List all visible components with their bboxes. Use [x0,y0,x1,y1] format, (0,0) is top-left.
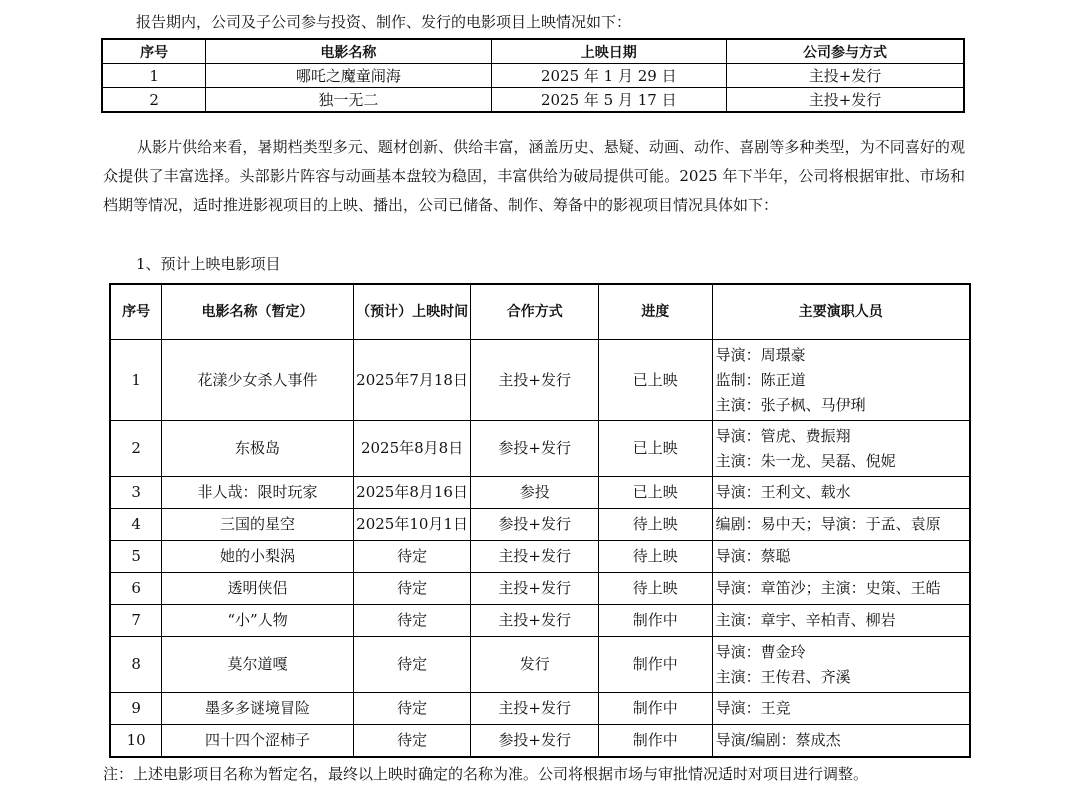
cell-no: 10 [110,725,162,757]
cell-cooperation: 主投+发行 [471,541,599,573]
table-header-row [110,284,970,340]
cell-progress: 制作中 [599,725,713,757]
released-films-table [101,38,965,113]
cell-no: 2 [110,421,162,477]
cell-no: 6 [110,573,162,605]
section-title: 1、预计上映电影项目 [136,255,281,273]
cell-release-time: 2025年10月1日 [353,509,471,541]
cell-cooperation: 主投+发行 [471,605,599,637]
cell-release-time: 2025年8月16日 [353,477,471,509]
cell-film-name: 透明侠侣 [162,573,353,605]
header-no: 序号 [110,284,162,340]
cast-crew-line: 导演：管虎、费振翔 [715,426,851,445]
cell-release-time: 待定 [353,573,471,605]
cell-cast-crew [712,573,970,605]
cell-release-time: 待定 [353,541,471,573]
cast-crew-line: 导演：曹金玲 [715,642,806,661]
cast-crew-line: 导演/编剧：蔡成杰 [715,730,841,749]
cast-crew-line: 导演：王利文、载水 [715,483,851,501]
cell-no: 1 [110,340,162,421]
cell-cooperation: 参投+发行 [471,421,599,477]
cell-film-name: 墨多多谜境冒险 [162,693,353,725]
cell-cast-crew [712,421,970,477]
cell-cooperation: 参投+发行 [471,509,599,541]
header-participation: 公司参与方式 [727,39,964,64]
cell-progress: 制作中 [599,693,713,725]
cell-progress: 制作中 [599,637,713,693]
cast-crew-line: 导演：王竞 [715,699,791,717]
header-release-time: （预计）上映时间 [353,284,471,340]
cell-film-name: 东极岛 [162,421,353,477]
cell-progress: 待上映 [599,573,713,605]
cell-cast-crew [712,637,970,693]
cell-no: 2 [102,88,206,113]
cast-crew-line: 导演：周璟豪 [715,345,806,364]
cell-cast-crew [712,605,970,637]
table-row [110,421,970,477]
header-cooperation: 合作方式 [471,284,599,340]
cell-film-name: “小”人物 [162,605,353,637]
cell-cooperation: 参投+发行 [471,725,599,757]
table-row [110,541,970,573]
supply-paragraph: 从影片供给来看，暑期档类型多元、题材创新、供给丰富，涵盖历史、悬疑、动画、动作、喜剧等多种类型，为不同喜好的观众提供了丰富选择。头部影片阵容与动画基本盘较为稳固，丰富供给为破局提供可能。2025 年下半年，公司将根据审批、市场和档期等情况，适时推进影视项目的上映、播出，公司已储备、制作、筹备中的影视项目情况具体如下： [103,138,965,214]
cast-crew-line: 主演：朱一龙、吴磊、倪妮 [715,451,896,470]
header-release-date: 上映日期 [491,39,726,64]
cast-crew-line: 主演：张子枫、马伊琍 [715,395,866,414]
cast-crew-line: 导演：章笛沙；主演：史策、王皓 [715,579,941,597]
cell-cooperation: 主投+发行 [471,693,599,725]
table-row [110,340,970,421]
cell-release-date: 2025 年 1 月 29 日 [491,64,726,88]
cell-progress: 待上映 [599,509,713,541]
cell-no: 8 [110,637,162,693]
cast-crew-line: 编剧：易中天；导演：于孟、袁原 [715,515,941,533]
cell-film-name: 哪吒之魔童闹海 [206,64,491,88]
cell-release-time: 待定 [353,725,471,757]
cell-participation: 主投+发行 [727,88,964,113]
table-row [110,509,970,541]
cast-crew-line: 主演：章宇、辛柏青、柳岩 [715,611,896,629]
cast-crew-line: 导演：蔡聪 [715,547,791,565]
footnote: 注：上述电影项目名称为暂定名，最终以上映时确定的名称为准。公司将根据市场与审批情况适时对项目进行调整。 [103,765,869,783]
cell-cooperation: 主投+发行 [471,573,599,605]
cell-progress: 待上映 [599,541,713,573]
table-row [110,477,970,509]
cell-film-name: 非人哉：限时玩家 [162,477,353,509]
cell-progress: 制作中 [599,605,713,637]
cell-release-time: 待定 [353,693,471,725]
cell-cast-crew [712,725,970,757]
table-header-row [102,39,964,64]
cell-film-name: 莫尔道嘎 [162,637,353,693]
cell-release-time: 待定 [353,605,471,637]
header-cast-crew: 主要演职人员 [712,284,970,340]
table-row [110,725,970,757]
table-row [110,573,970,605]
cell-cast-crew [712,541,970,573]
cell-release-date: 2025 年 5 月 17 日 [491,88,726,113]
table-row [110,693,970,725]
cell-film-name: 独一无二 [206,88,491,113]
cell-no: 1 [102,64,206,88]
cell-cast-crew [712,693,970,725]
header-film-name: 电影名称 [206,39,491,64]
table-row [102,64,964,88]
cell-progress: 已上映 [599,477,713,509]
cell-cast-crew [712,477,970,509]
cell-release-time: 2025年7月18日 [353,340,471,421]
cell-film-name: 花漾少女杀人事件 [162,340,353,421]
cell-no: 5 [110,541,162,573]
upcoming-films-table [109,283,971,758]
cell-no: 3 [110,477,162,509]
cell-cooperation: 发行 [471,637,599,693]
cell-film-name: 三国的星空 [162,509,353,541]
cell-cooperation: 主投+发行 [471,340,599,421]
table-row [102,88,964,113]
cell-no: 7 [110,605,162,637]
intro-text: 报告期内，公司及子公司参与投资、制作、发行的电影项目上映情况如下： [136,13,632,31]
cell-cooperation: 参投 [471,477,599,509]
cell-cast-crew [712,509,970,541]
cast-crew-line: 监制：陈正道 [715,370,806,389]
cell-release-time: 待定 [353,637,471,693]
cell-film-name: 四十四个涩柿子 [162,725,353,757]
cell-participation: 主投+发行 [727,64,964,88]
table-row [110,605,970,637]
cell-progress: 已上映 [599,340,713,421]
cell-cast-crew [712,340,970,421]
cell-no: 9 [110,693,162,725]
cast-crew-line: 主演：王传君、齐溪 [715,667,851,686]
table-row [110,637,970,693]
header-progress: 进度 [599,284,713,340]
cell-film-name: 她的小梨涡 [162,541,353,573]
header-film-name: 电影名称（暂定） [162,284,353,340]
cell-release-time: 2025年8月8日 [353,421,471,477]
cell-no: 4 [110,509,162,541]
header-no: 序号 [102,39,206,64]
cell-progress: 已上映 [599,421,713,477]
